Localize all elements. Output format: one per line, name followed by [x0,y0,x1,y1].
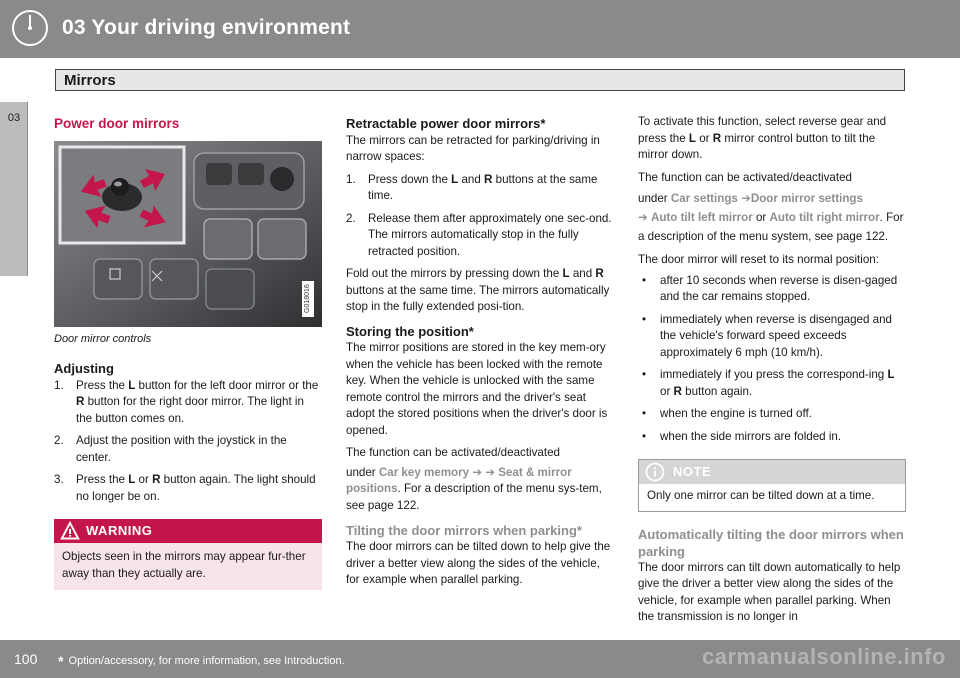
speedometer-icon [10,8,50,48]
section-title: Mirrors [64,72,116,89]
retract-steps [346,172,614,261]
list-item: 2. Adjust the position with the joystick in the center. [54,434,287,464]
list-item: • immediately when reverse is disengaged and the vehicle's forward speed exceeds approximately 6 mph (10 km/h). [642,312,893,359]
tilting-text: The door mirrors can be tilted down to help give the driver a better view along the sides of the vehicle, for example when parallel parking. [346,540,611,586]
column-3 [638,108,906,626]
image-caption: Door mirror controls [54,332,152,345]
warning-text: Objects seen in the mirrors may appear fur-ther away than they actually are. [54,543,322,590]
arrow-icon: ➔ [472,465,483,479]
retractable-mirrors-heading: Retractable power door mirrors* [346,116,546,131]
chapter-header [0,0,960,58]
door-mirror-controls-illustration [54,141,322,327]
arrow-icon: ➔ [741,192,751,205]
warning-header [54,519,322,543]
arrow-icon: ➔ [485,465,496,479]
adjusting-heading: Adjusting [54,361,114,376]
door-mirror-controls-image [54,141,322,327]
chapter-side-tab [0,102,28,276]
menu-auto-tilt-left: Auto tilt left mirror [650,211,753,224]
warning-triangle-icon [60,521,80,540]
menu-auto-tilt-right: Auto tilt right mirror [769,211,880,224]
storing-text: The mirror positions are stored in the key mem-ory when the vehicle has been locked with the remote key. When the vehicle is unlocked with the same remote control the mirrors and the driver's seat adopt the stored positions when the driver's door is opened. [346,341,608,437]
warning-box [54,519,322,590]
menu-door-mirror-settings: Door mirror settings [750,192,863,205]
retract-intro: The mirrors can be retracted for parking/driving in narrow spaces: [346,133,600,163]
list-item: 1. Press the L button for the left door mirror or the R button for the right door mirror. The light in the button comes on. [54,378,319,425]
auto-tilt-text: The door mirrors can tilt down automatically to help give the driver a better view along the sides of the vehicle, for example when parallel parking. When the transmission is no longer in [638,560,901,623]
section-band [0,58,960,102]
chapter-title: 03 Your driving environment [62,16,351,39]
reset-text: The door mirror will reset to its normal position: [638,253,879,266]
list-item: 3. Press the L or R button again. The light should no longer be on. [54,473,316,503]
note-box [638,459,906,512]
list-item: • after 10 seconds when reverse is disen-gaged and the car remains stopped. [642,273,898,303]
note-text: Only one mirror can be tilted down at a time. [639,484,905,511]
activate-text: The function can be activated/deactivated [638,170,852,184]
adjusting-steps [54,378,322,506]
note-header [639,460,905,484]
menu-path-text: under Car settings ➔Door mirror settings ➔ Auto tilt left mirror or Auto tilt right mirror. For a description of the menu system, see page 122. [638,192,904,243]
storing-position-heading: Storing the position* [346,323,474,339]
column-1 [54,108,322,590]
watermark: carmanualsonline.info [702,644,946,669]
warning-label: WARNING [86,523,153,538]
menu-path-text: under Car key memory ➔ ➔ Seat & mirror positions. For a description of the menu sys-tem, see page 122. [346,465,602,512]
section-title-box [55,69,905,91]
page-footer [0,640,960,678]
column-2 [346,108,614,589]
menu-car-key-memory: Car key memory [378,465,470,479]
auto-tilt-heading: Automatically tilting the door mirrors when parking [638,526,904,559]
image-code: G018016 [302,281,314,317]
list-item: • when the engine is turned off. [642,407,812,420]
fold-out-text: Fold out the mirrors by pressing down the L and R buttons at the same time. The mirrors automatically stop in the fully extended posi-tion. [346,267,610,313]
note-label: NOTE [673,464,712,479]
side-tab-number: 03 [7,112,21,124]
list-item: • when the side mirrors are folded in. [642,429,842,443]
arrow-icon: ➔ [638,211,648,224]
activate-text: The function can be activated/deactivated [346,446,560,459]
info-icon [645,462,665,482]
menu-seat-mirror-positions: Seat & mirror positions [346,465,572,495]
list-item: • immediately if you press the correspond-ing L or R button again. [642,368,895,398]
menu-car-settings: Car settings [670,192,738,205]
footnote: * Option/accessory, for more information, see Introduction. [58,653,345,669]
list-item: 1. Press down the L and R buttons at the same time. [346,172,598,202]
power-door-mirrors-heading: Power door mirrors [54,116,180,131]
page-number: 100 [14,651,38,667]
reset-conditions-list [638,273,906,446]
tilting-heading: Tilting the door mirrors when parking* [346,523,582,538]
activate-tilt-text: To activate this function, select reverse gear and press the L or R mirror control button to tilt the mirror down. [638,115,887,161]
list-item: 2. Release them after approximately one sec-ond. The mirrors automatically stop in the fully retracted position. [346,211,612,258]
